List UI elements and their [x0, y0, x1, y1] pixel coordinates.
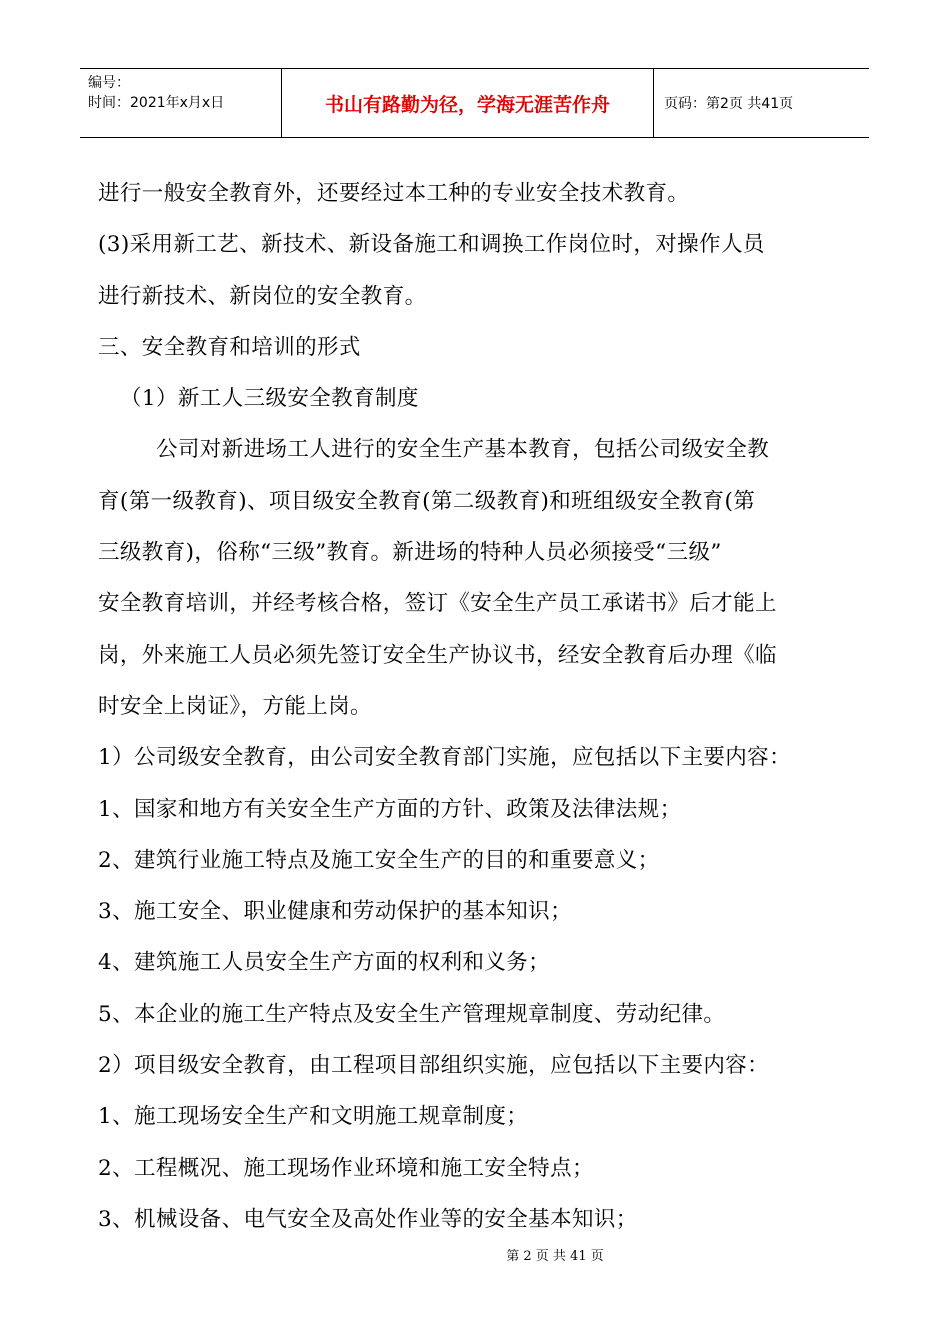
text-line: 岗，外来施工人员必须先签订安全生产协议书，经安全教育后办理《临 — [98, 642, 777, 668]
list-item: 2、建筑行业施工特点及施工安全生产的目的和重要意义； — [98, 847, 660, 873]
text-line: 1）公司级安全教育，由公司安全教育部门实施，应包括以下主要内容： — [98, 745, 791, 771]
text-line: 公司对新进场工人进行的安全生产基本教育，包括公司级安全教 — [156, 437, 770, 463]
list-item: 3、施工安全、职业健康和劳动保护的基本知识； — [98, 899, 572, 925]
text-line: 育(第一级教育)、项目级安全教育(第二级教育)和班组级安全教育(第 — [98, 488, 756, 514]
list-item: 4、建筑施工人员安全生产方面的权利和义务； — [98, 950, 551, 976]
document-body — [98, 168, 858, 1245]
time-label: 时间：2021年x月x日 — [88, 95, 225, 111]
number-label: 编号： — [88, 75, 130, 91]
list-item: 5、本企业的施工生产特点及安全生产管理规章制度、劳动纪律。 — [98, 1001, 726, 1027]
list-item: 2、工程概况、施工现场作业环境和施工安全特点； — [98, 1155, 594, 1181]
text-line: 2）项目级安全教育，由工程项目部组织实施，应包括以下主要内容： — [98, 1053, 770, 1079]
list-item: 3、机械设备、电气安全及高处作业等的安全基本知识； — [98, 1206, 638, 1232]
header-page-info: 页码：第2页 共41页 — [664, 96, 794, 112]
page-header — [80, 68, 869, 138]
header-meta-cell — [80, 69, 282, 137]
footer-page-number: 第 2 页 共 41 页 — [506, 1249, 604, 1264]
text-line: 安全教育培训，并经考核合格，签订《安全生产员工承诺书》后才能上 — [98, 591, 777, 617]
text-line: (3)采用新工艺、新技术、新设备施工和调换工作岗位时，对操作人员 — [98, 232, 765, 258]
section-heading: 三、安全教育和培训的形式 — [98, 334, 361, 360]
header-motto: 书山有路勤为径，学海无涯苦作舟 — [282, 69, 654, 137]
list-item: 1、国家和地方有关安全生产方面的方针、政策及法律法规； — [98, 796, 682, 822]
text-line: 进行一般安全教育外，还要经过本工种的专业安全技术教育。 — [98, 181, 690, 206]
text-line: 三级教育)，俗称“三级”教育。新进场的特种人员必须接受“三级” — [98, 540, 722, 566]
list-item: 1、施工现场安全生产和文明施工规章制度； — [98, 1104, 529, 1130]
text-line: 进行新技术、新岗位的安全教育。 — [98, 283, 427, 309]
text-line: 时安全上岗证》，方能上岗。 — [98, 693, 372, 719]
subsection-heading: （1）新工人三级安全教育制度 — [120, 386, 419, 412]
page-footer — [0, 1245, 950, 1264]
